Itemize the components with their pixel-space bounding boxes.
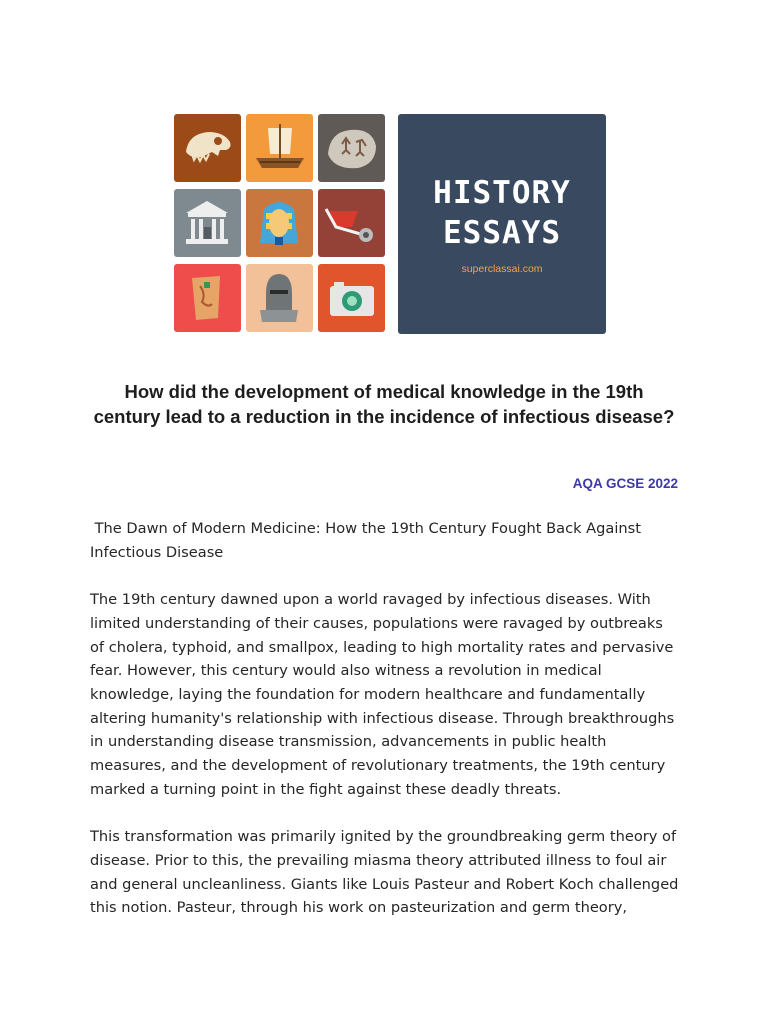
essay-question: How did the development of medical knowledge in the 19th century lead to a reduction in the incidence of infectious disease? bbox=[93, 381, 675, 427]
knight-helmet-icon bbox=[246, 264, 313, 332]
cave-painting-icon bbox=[318, 114, 385, 182]
greek-temple-icon bbox=[174, 189, 241, 257]
history-essays-banner bbox=[172, 112, 606, 334]
camera-icon bbox=[318, 264, 385, 332]
dinosaur-skull-icon bbox=[174, 114, 241, 182]
pharaoh-mask-icon bbox=[246, 189, 313, 257]
essay-body bbox=[90, 517, 680, 944]
exam-tag: AQA GCSE 2022 bbox=[572, 476, 678, 491]
wheelbarrow-icon bbox=[318, 189, 385, 257]
essay-paragraph-1: The 19th century dawned upon a world ravaged by infectious diseases. With limited understanding of their causes, populations were ravaged by outbreaks of cholera, typhoid, and smallpox, leading to high mortality rates and pervasive fear. However, this century would also witness a revolution in medical knowledge, laying the foundation for modern healthcare and fundamentally altering humanity's relationship with infectious disease. Through breakthroughs in understanding disease transmission, advancements in public health measures, and the development of revolutionary treatments, the 19th century marked a turning point in the fight against these deadly threats. bbox=[90, 591, 675, 798]
ancient-map-icon bbox=[174, 264, 241, 332]
essay-paragraph-2: This transformation was primarily ignited by the groundbreaking germ theory of disease. Prior to this, the prevailing miasma theory attributed illness to foul air and general uncleanliness. Giants like Louis Pasteur and Robert Koch challenged this notion. Pasteur, through his work on pasteurization and germ theory, bbox=[90, 828, 679, 917]
essay-heading: The Dawn of Modern Medicine: How the 19th Century Fought Back Against Infectious Disease bbox=[90, 520, 646, 561]
history-essays-panel bbox=[398, 114, 606, 334]
banner-site: superclassai.com bbox=[461, 263, 543, 275]
ancient-ship-icon bbox=[246, 114, 313, 182]
banner-title-line1: HISTORY bbox=[433, 175, 571, 211]
banner-title-line2: ESSAYS bbox=[443, 215, 561, 251]
